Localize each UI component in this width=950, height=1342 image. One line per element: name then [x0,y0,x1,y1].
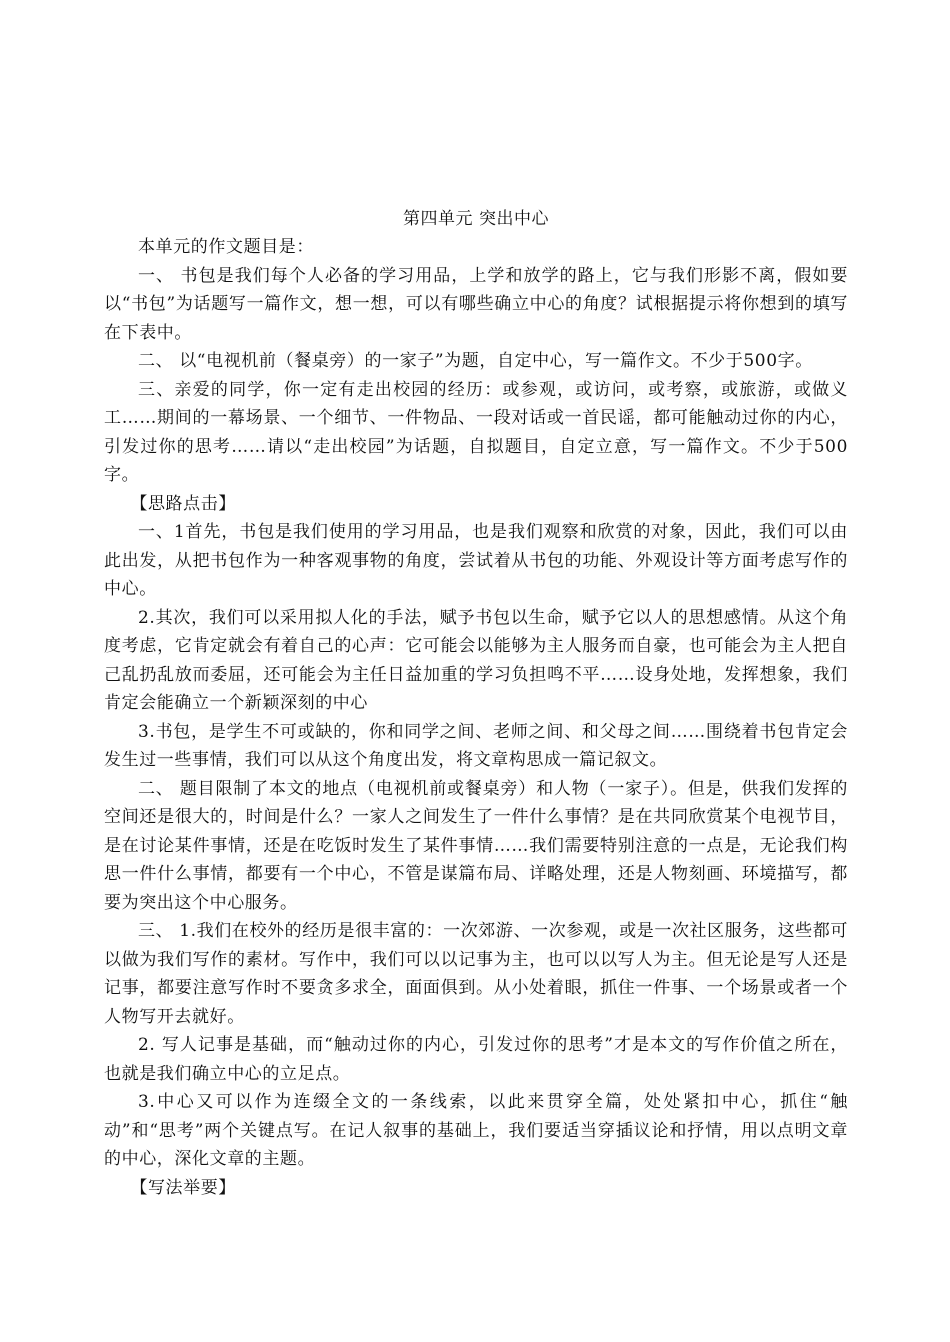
idea-paragraph: 2.其次，我们可以采用拟人化的手法，赋予书包以生命，赋予它以人的思想感情。从这个角度考虑，它肯定就会有着自己的心声：它可能会以能够为主人服务而自豪，也可能会为主人把自己乱扔乱放而委屈，还可能会为主任日益加重的学习负担鸣不平……设身处地，发挥想象，我们肯定会能确立一个新颖深刻的中心 [104,607,848,713]
document-title: 第四单元 突出中心 [403,209,549,229]
idea-paragraph: 3.书包，是学生不可或缺的，你和同学之间、老师之间、和父母之间……围绕着书包肯定会发生过一些事情，我们可以从这个角度出发，将文章构思成一篇记叙文。 [104,721,848,770]
topic-one-paragraph: 一、 书包是我们每个人必备的学习用品，上学和放学的路上，它与我们形影不离，假如要以“书包”为话题写一篇作文，想一想，可以有哪些确立中心的角度？试根据提示将你想到的填写在下表中。 [104,265,848,343]
topic-two-paragraph: 二、 以“电视机前（餐桌旁）的一家子”为题，自定中心，写一篇作文。不少于500字。 [138,351,813,371]
idea-paragraph: 二、 题目限制了本文的地点（电视机前或餐桌旁）和人物（一家子）。但是，供我们发挥的空间还是很大的，时间是什么？一家人之间发生了一件什么事情？是在共同欣赏某个电视节目，是在讨论某件事情，还是在吃饭时发生了某件事情……我们需要特别注意的一点是，无论我们构思一件什么事情，都要有一个中心，不管是谋篇布局、详略处理，还是人物刻画、环境描写，都要为突出这个中心服务。 [104,778,848,913]
idea-paragraph: 2. 写人记事是基础，而“触动过你的内心，引发过你的思考”才是本文的写作价值之所在，也就是我们确立中心的立足点。 [104,1035,848,1084]
topic-three-paragraph: 三、亲爱的同学，你一定有走出校园的经历：或参观，或访问，或考察，或旅游，或做义工……期间的一幕场景、一个细节、一件物品、一段对话或一首民谣，都可能触动过你的内心，引发过你的思考……请以“走出校园”为话题，自拟题目，自定立意，写一篇作文。不少于500字。 [104,379,848,485]
section-heading-ideas: 【思路点击】 [130,493,236,514]
idea-paragraph: 一、1首先，书包是我们使用的学习用品，也是我们观察和欣赏的对象，因此，我们可以由此出发，从把书包作为一种客观事物的角度，尝试着从书包的功能、外观设计等方面考虑写作的中心。 [104,522,848,599]
section-heading-methods: 【写法举要】 [130,1177,236,1198]
document-page [104,205,848,1202]
idea-paragraph: 3.中心又可以作为连缀全文的一条线索，以此来贯穿全篇，处处紧扣中心，抓住“触动”和“思考”两个关键点写。在记人叙事的基础上，我们要适当穿插议论和抒情，用以点明文章的中心，深化文章的主题。 [104,1092,848,1169]
idea-paragraph: 三、 1.我们在校外的经历是很丰富的：一次郊游、一次参观，或是一次社区服务，这些都可以做为我们写作的素材。写作中，我们可以以记事为主，也可以以写人为主。但无论是写人还是记事，都要注意写作时不要贪多求全，面面俱到。从小处着眼，抓住一件事、一个场景或者一个人物写开去就好。 [104,921,848,1027]
intro-paragraph: 本单元的作文题目是： [138,237,314,257]
